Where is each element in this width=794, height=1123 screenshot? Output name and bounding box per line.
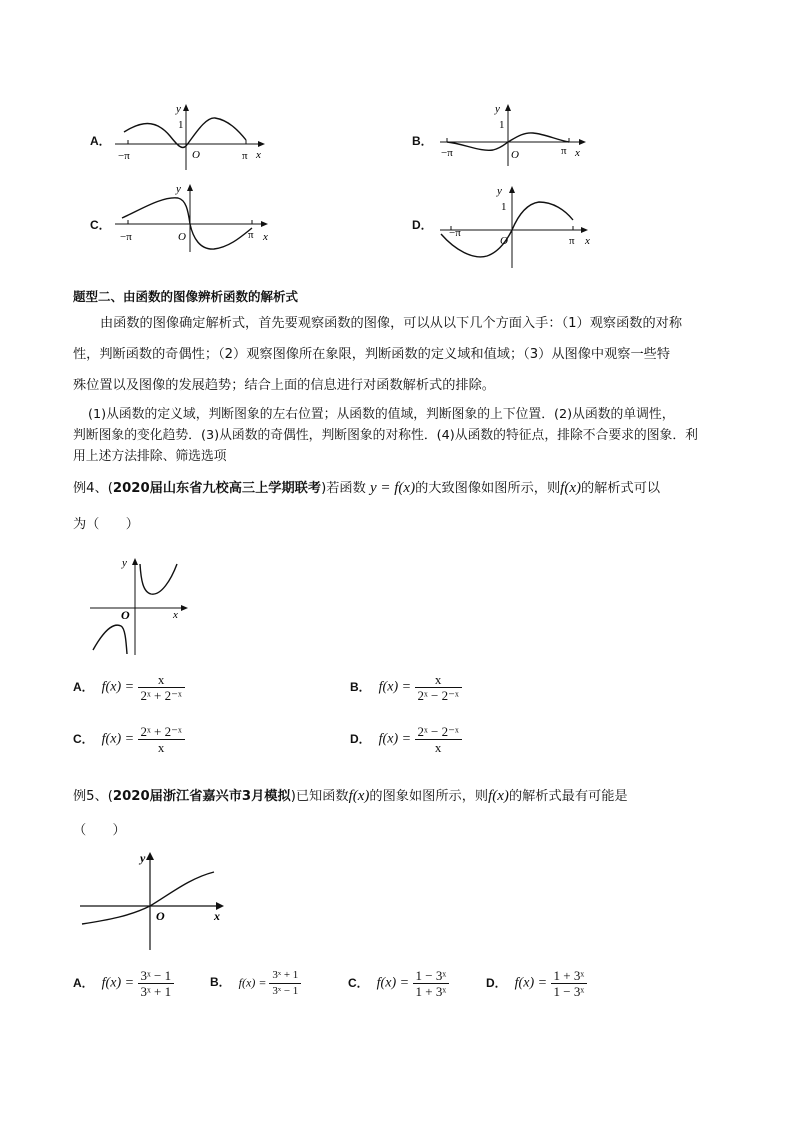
svg-text:y: y (122, 557, 127, 569)
svg-text:y: y (176, 183, 181, 195)
svg-text:O: O (121, 608, 130, 622)
svg-text:O: O (156, 909, 165, 923)
curve (124, 118, 246, 148)
option-c-label: C． (90, 218, 111, 232)
svg-text:−π: −π (120, 231, 132, 243)
example4-line2: 为（ ） (73, 517, 139, 532)
svg-text:x: x (173, 609, 178, 621)
svg-text:x: x (585, 235, 590, 247)
origin-label: O (192, 149, 200, 161)
y-label: y (176, 103, 181, 115)
svg-text:x: x (575, 147, 580, 159)
example4-option-c[interactable]: C． f(x) = $\frac{\text{2ˣ + 2⁻ˣ}}{x}$ (73, 724, 185, 755)
pi-label: π (242, 150, 248, 162)
para1-line1: 由函数的图像确定解析式，首先要观察函数的图像，可以从以下几个方面入手：（1）观察函数的对称 (100, 316, 683, 331)
svg-text:−π: −π (449, 227, 461, 239)
neg-pi-label: −π (118, 150, 130, 162)
option-b-label: B． (412, 134, 433, 148)
svg-text:π: π (561, 145, 567, 157)
svg-text:1: 1 (499, 119, 505, 131)
option-a-graph (110, 100, 270, 172)
svg-text:y: y (140, 851, 146, 865)
svg-text:π: π (569, 235, 575, 247)
example5-line2: （ ） (73, 823, 126, 838)
example4-option-d[interactable]: D． f(x) = $\frac{\text{2ˣ − 2⁻ˣ}}{x}$ (350, 724, 462, 755)
one-label: 1 (178, 119, 184, 131)
section-heading: 题型二、由函数的图像辨析函数的解析式 (73, 289, 299, 304)
example5-option-b[interactable]: B． f(x) = $\frac{\text{3ˣ + 1}}{\text{3ˣ − 1}}$ (210, 968, 301, 999)
para2-line2: 判断图象的变化趋势．(3)从函数的奇偶性，判断图象的对称性．(4)从函数的特征点，排除不合要求的图象．利 (73, 428, 698, 443)
svg-text:O: O (500, 235, 508, 247)
example4-line1: 例4、(2020届山东省九校高三上学期联考)若函数 y = f(x)的大致图像如图所示，则f(x)的解析式可以 (73, 480, 661, 496)
option-c-graph (110, 180, 275, 260)
para1-line3: 殊位置以及图像的发展趋势；结合上面的信息进行对函数解析式的排除。 (73, 378, 495, 393)
example5-graph (78, 848, 238, 952)
option-d-label: D． (412, 218, 433, 232)
svg-text:x: x (263, 231, 268, 243)
example5-option-c[interactable]: C． f(x) = $\frac{\text{1 − 3ˣ}}{\text{1 + 3ˣ}}$ (348, 968, 449, 999)
svg-text:x: x (214, 909, 220, 923)
option-a-label: A． (90, 134, 111, 148)
example4-option-a[interactable]: A． f(x) = $\frac{x}{\text{2ˣ + 2⁻ˣ}}$ (73, 672, 185, 703)
svg-text:O: O (178, 231, 186, 243)
example4-graph (85, 550, 200, 660)
option-d-graph (435, 180, 600, 272)
example5-option-a[interactable]: A． f(x) = $\frac{\text{3ˣ − 1}}{\text{3ˣ + 1}}$ (73, 968, 174, 999)
para2-line1: (1)从函数的定义域，判断图象的左右位置；从函数的值域，判断图象的上下位置．(2)从函数的单调性， (88, 407, 675, 422)
example5-line1: 例5、(2020届浙江省嘉兴市3月模拟)已知函数f(x)的图象如图所示，则f(x)的解析式最有可能是 (73, 788, 628, 804)
example5-option-d[interactable]: D． f(x) = $\frac{\text{1 + 3ˣ}}{\text{1 − 3ˣ}}$ (486, 968, 587, 999)
example4-option-b[interactable]: B． f(x) = $\frac{x}{\text{2ˣ − 2⁻ˣ}}$ (350, 672, 462, 703)
x-label: x (256, 149, 261, 161)
svg-text:1: 1 (501, 201, 507, 213)
para2-line3: 用上述方法排除、筛选选项 (73, 449, 227, 464)
svg-text:y: y (495, 103, 500, 115)
x-axis-arrow (258, 141, 265, 147)
svg-text:π: π (248, 229, 254, 241)
y-axis-arrow (183, 104, 189, 111)
svg-text:y: y (497, 185, 502, 197)
para1-line2: 性，判断函数的奇偶性；（2）观察图像所在象限，判断函数的定义域和值域；（3）从图像中观察一些特 (73, 347, 671, 362)
svg-text:−π: −π (441, 147, 453, 159)
svg-text:O: O (511, 149, 519, 161)
option-b-graph (435, 100, 595, 172)
